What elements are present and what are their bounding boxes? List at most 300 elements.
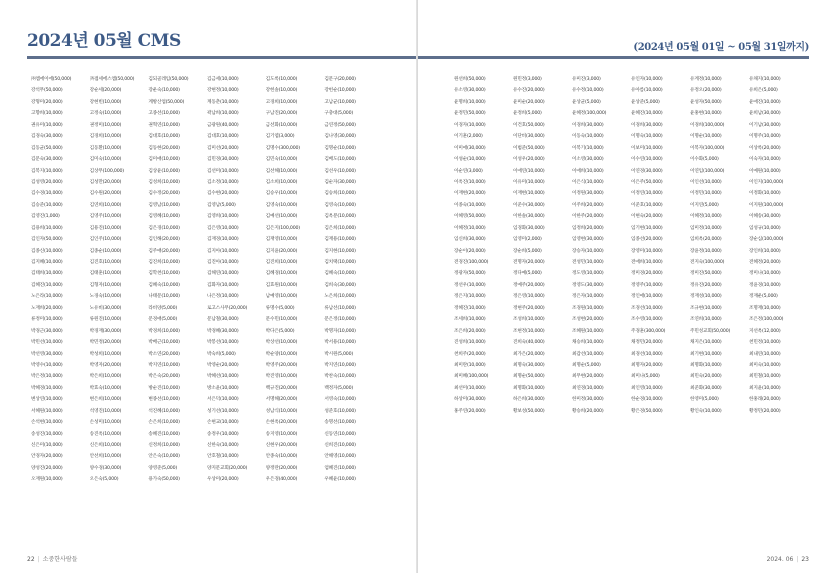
donor-entry: 유수진(20,000)	[513, 88, 545, 94]
donor-entry: 권정미(10,000)	[89, 122, 122, 128]
donor-entry: 박명자(10,000)	[324, 328, 356, 334]
donor-entry: 이범준(50,000)	[513, 145, 545, 151]
donor-entry: 김영숙(10,000)	[324, 202, 356, 208]
publication-name: 소중한사람들	[42, 556, 78, 563]
donor-entry: 박소연(20,000)	[148, 351, 180, 357]
donor-entry: 김혜숙(10,000)	[148, 282, 180, 288]
donor-entry: 박지연(10,000)	[324, 362, 356, 368]
donor-entry: 이경희(30,000)	[572, 122, 604, 128]
donor-entry: 김명수(300,000)	[265, 145, 300, 151]
donor-list-left	[31, 74, 383, 486]
donor-entry: 유인자(10,000)	[631, 77, 663, 82]
donor-entry: 김미숙(10,000)	[89, 157, 122, 163]
donor-entry: 김인해(20,000)	[148, 237, 180, 243]
period-subtitle: (2024년 05월 01일 ~ 05월 31일까지)	[633, 42, 809, 53]
donor-entry: 정미경(20,000)	[631, 271, 663, 277]
donor-entry: 정다예(5,000)	[513, 271, 542, 277]
donor-entry: 안호철(10,000)	[207, 454, 239, 460]
donor-entry: 윤정희(5,000)	[513, 111, 542, 117]
donor-entry: 박찬숙(10,000)	[324, 374, 356, 380]
donor-entry: 유아름(10,000)	[631, 88, 663, 94]
donor-entry: 전혜정(20,000)	[749, 260, 781, 265]
donor-entry: 조연희(10,000)	[690, 317, 722, 323]
donor-entry: 이은주(50,000)	[631, 179, 663, 185]
donor-entry: 임희옥(20,000)	[690, 237, 722, 243]
donor-entry: 김수정(20,000)	[148, 191, 180, 197]
donor-entry: 전명자(20,000)	[513, 260, 545, 265]
donor-entry: 박은숙(20,000)	[148, 374, 180, 380]
donor-entry: 김소희(10,000)	[265, 179, 298, 185]
donor-entry: 이기훈(2,000)	[454, 134, 483, 140]
donor-entry: 박경혜(30,000)	[207, 328, 239, 334]
donor-entry: 김동균(50,000)	[31, 145, 63, 151]
donor-entry: 김학천(10,000)	[148, 271, 180, 277]
footer-right	[767, 556, 809, 563]
donor-entry: 김재영(10,000)	[265, 237, 298, 243]
donor-entry: 최명숙(30,000)	[513, 362, 545, 368]
donor-entry: 김지현(10,000)	[324, 248, 356, 254]
donor-entry: 최가은(20,000)	[513, 351, 545, 357]
donor-entry: 금연정(50,000)	[324, 122, 356, 128]
donor-entry: 정은자(10,000)	[572, 294, 604, 300]
donor-entry: 임경화(30,000)	[513, 225, 545, 231]
donor-entry: 성기선(10,000)	[207, 408, 239, 414]
donor-entry: 장순이(20,000)	[454, 248, 486, 254]
donor-entry: 정유진(20,000)	[690, 282, 722, 288]
donor-entry: 정재성(10,000)	[690, 294, 722, 300]
donor-entry: 안은숙(10,000)	[148, 454, 180, 460]
page-number-right: 23	[801, 556, 809, 563]
donor-entry: 김진호(10,000)	[89, 260, 122, 265]
donor-entry: 김효원(10,000)	[265, 282, 298, 288]
donor-entry: 조세희(10,000)	[454, 317, 486, 323]
donor-entry: 김금세(10,000)	[207, 77, 239, 82]
donor-entry: 서명해(20,000)	[265, 397, 298, 403]
donor-entry: 노유비(30,000)	[89, 305, 122, 311]
donor-entry: 김동환(10,000)	[89, 145, 122, 151]
donor-entry: 박은희(10,000)	[89, 374, 122, 380]
donor-entry: 김치택(10,000)	[324, 260, 356, 265]
donor-entry: 석진혜(10,000)	[148, 408, 180, 414]
donor-entry: 이애희(10,000)	[572, 168, 604, 174]
issue-date: 2024. 06	[766, 556, 794, 563]
donor-entry: 이정민(10,000)	[690, 191, 722, 197]
donor-entry: 로고스사무(20,000)	[207, 305, 248, 311]
donor-entry: 김도록(10,000)	[265, 77, 298, 82]
donor-entry: 양수경(30,000)	[89, 465, 122, 471]
donor-entry: 최기현(10,000)	[690, 351, 722, 357]
donor-entry: 나은정(10,000)	[207, 294, 239, 300]
donor-entry: 장영미(10,000)	[631, 248, 663, 254]
donor-entry: 황승희(20,000)	[572, 408, 604, 414]
donor-entry: 정은영(10,000)	[513, 294, 545, 300]
donor-entry: 김용희(10,000)	[31, 225, 63, 231]
donor-entry: 윤미순(20,000)	[513, 99, 545, 105]
donor-entry: 장윤정(10,000)	[690, 248, 722, 254]
donor-entry: 양지문교회(20,000)	[207, 465, 248, 471]
donor-entry: 김수현(20,000)	[207, 191, 239, 197]
donor-entry: 윤애진(10,000)	[749, 99, 781, 105]
donor-entry: 박다은(5,000)	[265, 328, 295, 334]
donor-entry: 박배근(10,000)	[148, 340, 180, 346]
donor-entry: 윤정민(50,000)	[454, 111, 486, 117]
donor-entry: 신은희(10,000)	[89, 443, 122, 448]
donor-entry: 김지혜(10,000)	[31, 260, 63, 265]
donor-entry: 이준수(30,000)	[513, 202, 545, 208]
donor-entry: 고종선(10,000)	[148, 111, 180, 117]
donor-entry: 송성진(10,000)	[31, 431, 63, 437]
donor-entry: 김복지(10,000)	[31, 168, 63, 174]
donor-entry: 이정원(30,000)	[572, 191, 604, 197]
donor-entry: 김진아(10,000)	[207, 260, 239, 265]
donor-entry: 계동춘(10,000)	[207, 99, 239, 105]
donor-entry: 김문구(20,000)	[324, 77, 356, 82]
donor-entry: 조규현(10,000)	[690, 305, 722, 311]
donor-entry: 김태훈(10,000)	[89, 271, 122, 277]
donor-entry: 김민경(30,000)	[207, 157, 239, 163]
donor-entry: 조명재(10,000)	[749, 305, 781, 311]
donor-entry: 정영도(30,000)	[572, 282, 604, 288]
donor-entry: 김미애(10,000)	[148, 157, 180, 163]
donor-entry: 고경희(10,000)	[265, 99, 298, 105]
donor-entry: 송지영(10,000)	[265, 431, 298, 437]
donor-entry: 김인주(10,000)	[89, 237, 122, 243]
donor-entry: 박효숙(10,000)	[89, 385, 122, 391]
donor-entry: 김영숙(10,000)	[265, 202, 298, 208]
donor-entry: 박선영(30,000)	[31, 351, 63, 357]
donor-entry: 정윤경(10,000)	[749, 282, 781, 288]
donor-entry: 김순자(30,000)	[324, 179, 356, 185]
donor-entry: 조혜원(10,000)	[572, 328, 604, 334]
donor-entry: 장승자(10,000)	[572, 248, 604, 254]
donor-entry: 신정희(10,000)	[148, 443, 180, 448]
donor-entry: 최갑선(10,000)	[572, 351, 604, 357]
donor-entry: 조성희(10,000)	[513, 317, 545, 323]
donor-entry: 한홍래(20,000)	[749, 397, 781, 403]
donor-entry: 김재용(10,000)	[324, 237, 356, 243]
donor-entry: 김용진(10,000)	[89, 225, 122, 231]
donor-entry: 박지연(10,000)	[148, 362, 180, 368]
donor-entry: 신한숙(10,000)	[207, 443, 239, 448]
donor-entry: 신은미(10,000)	[31, 443, 63, 448]
donor-entry: 구충대(5,000)	[324, 111, 353, 117]
donor-entry: 이소영(30,000)	[572, 157, 604, 163]
donor-entry: 이순연(3,000)	[454, 168, 483, 174]
donor-entry: 백규진(20,000)	[265, 385, 298, 391]
donor-entry: 변상연(10,000)	[31, 397, 63, 403]
donor-entry: 금선화(10,000)	[265, 122, 298, 128]
donor-entry: 최미란(10,000)	[454, 362, 486, 368]
donor-entry: 손성미(10,000)	[89, 420, 122, 426]
donor-entry: 신희진(10,000)	[324, 443, 356, 448]
donor-entry: 손은희(10,000)	[148, 420, 180, 426]
donor-entry: 양영준(5,000)	[148, 465, 177, 471]
donor-entry: 박민선(10,000)	[31, 340, 63, 346]
donor-entry: 우상미(20,000)	[207, 477, 239, 483]
donor-entry: 엄혜진(10,000)	[324, 465, 356, 471]
donor-entry: 정인애(10,000)	[631, 294, 663, 300]
donor-entry: 박은정(10,000)	[31, 374, 63, 380]
donor-entry: 김영남(5,000)	[207, 202, 236, 208]
donor-entry: 지선옥(12,000)	[749, 328, 781, 334]
donor-entry: 이기남(30,000)	[749, 122, 781, 128]
donor-entry: 김영주(10,000)	[89, 214, 122, 220]
donor-entry: 최명화(10,000)	[690, 362, 722, 368]
donor-entry: 임영현(30,000)	[572, 237, 604, 243]
donor-entry: 강운숙(10,000)	[148, 88, 180, 94]
page-title: 2024년 05월 CMS	[27, 31, 181, 51]
donor-entry: 이수화(5,000)	[690, 157, 719, 163]
donor-entry: 송명선(10,000)	[324, 420, 356, 426]
donor-entry: 전성민(10,000)	[572, 260, 604, 265]
donor-entry: 김성만(20,000)	[89, 179, 122, 185]
donor-entry: 최선미(10,000)	[454, 385, 486, 391]
donor-entry: 곽남희(10,000)	[207, 111, 239, 117]
donor-entry: 김혜숙(10,000)	[324, 271, 356, 277]
donor-entry: 서은덕(10,000)	[207, 397, 239, 403]
donor-entry: 김태희(10,000)	[31, 271, 63, 277]
donor-entry: 김형자(10,000)	[89, 282, 122, 288]
donor-entry: 임미정(10,000)	[690, 225, 722, 231]
donor-entry: 이연임(100,000)	[690, 168, 725, 174]
donor-entry: 정도영(10,000)	[572, 271, 604, 277]
donor-entry: 서영숙(10,000)	[324, 397, 356, 403]
donor-entry: 김은희(10,000)	[324, 225, 356, 231]
donor-entry: 김지아(10,000)	[207, 248, 239, 254]
donor-entry: 성준호(10,000)	[324, 408, 356, 414]
donor-entry: 박진영(10,000)	[265, 374, 298, 380]
donor-entry: 김희숙(30,000)	[324, 282, 356, 288]
donor-entry: 석영진(10,000)	[89, 408, 122, 414]
donor-entry: 이미애(30,000)	[454, 145, 486, 151]
donor-entry: 손석현(10,000)	[31, 420, 63, 426]
donor-entry: 양정란(20,000)	[265, 465, 298, 471]
donor-entry: 강석무(50,000)	[31, 88, 63, 94]
donor-entry: 김영희(10,000)	[207, 214, 239, 220]
donor-entry: 유소영(30,000)	[454, 88, 486, 94]
donor-entry: 한영미(5,000)	[690, 397, 719, 403]
donor-entry: 이옥진(10,000)	[454, 179, 486, 185]
donor-entry: 이지연(5,000)	[690, 202, 719, 208]
donor-entry: 노은라(10,000)	[31, 294, 63, 300]
donor-entry: 김지윤(20,000)	[265, 248, 298, 254]
donor-entry: 손현옥(20,000)	[265, 420, 298, 426]
footer-left	[27, 554, 77, 563]
donor-entry: 김상윤(10,000)	[148, 168, 180, 174]
donor-entry: 하상미(30,000)	[454, 397, 486, 403]
donor-entry: 주민성교회(50,000)	[690, 328, 731, 334]
donor-entry: 이상록(20,000)	[749, 145, 781, 151]
donor-entry: 노경숙(10,000)	[89, 294, 122, 300]
donor-entry: 김대호(10,000)	[207, 134, 239, 140]
donor-entry: 이숙자(10,000)	[749, 157, 781, 163]
donor-entry: 고향희(10,000)	[31, 111, 63, 117]
donor-entry: 이연경(30,000)	[631, 168, 663, 174]
donor-entry: 조성현(20,000)	[572, 317, 604, 323]
donor-entry: 김해연(10,000)	[207, 271, 239, 277]
donor-entry: 우은경(40,000)	[265, 477, 298, 483]
donor-entry: 변종선(10,000)	[148, 397, 180, 403]
donor-entry: 장순희(5,000)	[513, 248, 542, 254]
donor-entry: 이복기(10,000)	[572, 145, 604, 151]
donor-entry: 이혜송(30,000)	[749, 214, 781, 220]
donor-entry: 유미진(3,000)	[572, 77, 601, 82]
donor-entry: 황보성(50,000)	[513, 408, 545, 414]
donor-entry: 김수경(10,000)	[31, 191, 63, 197]
left-page	[0, 0, 417, 573]
donor-entry: 최미숙(10,000)	[749, 362, 781, 368]
donor-entry: 김예선(10,000)	[265, 214, 298, 220]
donor-entry: 안종숙(10,000)	[265, 454, 298, 460]
donor-entry: 조현정(10,000)	[513, 328, 545, 334]
donor-entry: 유계정(10,000)	[690, 77, 722, 82]
donor-entry: 최무현(20,000)	[572, 374, 604, 380]
donor-entry: 김종신(10,000)	[31, 248, 63, 254]
donor-entry: 박순양(10,000)	[265, 351, 298, 357]
donor-entry: 방순진(10,000)	[148, 385, 180, 391]
donor-entry: 류원진(10,000)	[89, 317, 122, 323]
donor-entry: 윤명희(10,000)	[454, 99, 486, 105]
donor-entry: 채승희(10,000)	[572, 340, 604, 346]
donor-entry: 방소윤(10,000)	[207, 385, 239, 391]
footer-separator: |	[37, 556, 40, 563]
donor-entry: 김수원(20,000)	[89, 191, 122, 197]
donor-entry: 최인영(10,000)	[631, 385, 663, 391]
donor-entry: 오은숙(5,000)	[89, 477, 119, 483]
donor-entry: 용가숙(50,000)	[148, 477, 180, 483]
donor-entry: 채정민(20,000)	[631, 340, 663, 346]
donor-entry: 정현주(20,000)	[513, 305, 545, 311]
donor-entry: 최내연(10,000)	[749, 351, 781, 357]
donor-entry: 변은희(10,000)	[89, 397, 122, 403]
donor-entry: 박영순(20,000)	[207, 362, 239, 368]
donor-entry: 강현빈(10,000)	[89, 99, 122, 105]
donor-entry: 윤상균(5,000)	[572, 99, 601, 105]
donor-entry: 김선미(10,000)	[207, 168, 239, 174]
donor-entry: 신현우(20,000)	[265, 443, 298, 448]
donor-entry: 임종선(20,000)	[631, 237, 663, 243]
donor-entry: 김혜경(10,000)	[265, 271, 298, 277]
donor-entry: 천민정(10,000)	[749, 340, 781, 346]
donor-entry: 이성우(20,000)	[513, 157, 545, 163]
donor-entry: 김나영(30,000)	[324, 134, 356, 140]
donor-entry: 최민철(10,000)	[749, 374, 781, 380]
donor-entry: 강순세(20,000)	[89, 88, 122, 94]
donor-entry: 류정미(10,000)	[31, 317, 63, 323]
donor-entry: 금광원(40,000)	[207, 122, 239, 128]
donor-entry: 임정희(20,000)	[572, 225, 604, 231]
donor-entry: 문은정(10,000)	[324, 317, 356, 323]
donor-entry: 정재운(5,000)	[749, 294, 778, 300]
donor-entry: 장순심(100,000)	[749, 237, 784, 243]
donor-entry: 이인지(100,000)	[749, 179, 784, 185]
donor-entry: 이혜정(10,000)	[690, 214, 722, 220]
donor-entry: 박시원(5,000)	[324, 351, 353, 357]
donor-entry: 홍주연(20,000)	[454, 408, 486, 414]
donor-entry: 김화자(10,000)	[207, 282, 239, 288]
donor-entry: 김승희(10,000)	[324, 191, 356, 197]
donor-entry: 정광자(50,000)	[454, 271, 486, 277]
donor-entry: 주경훈(300,000)	[631, 328, 666, 334]
donor-entry: 이주희(20,000)	[572, 202, 604, 208]
donor-entry: 박숙희(5,000)	[207, 351, 236, 357]
donor-entry: 양성진(20,000)	[31, 465, 63, 471]
donor-entry: 윤홍현(10,000)	[690, 111, 722, 117]
donor-entry: 최민숙(20,000)	[690, 374, 722, 380]
donor-entry: 김혜진(10,000)	[31, 282, 63, 288]
donor-entry: 이유미(10,000)	[513, 179, 545, 185]
donor-entry: 이재현(10,000)	[513, 191, 545, 197]
donor-entry: 최미나(5,000)	[631, 374, 660, 380]
donor-entry: 전애희(10,000)	[631, 260, 663, 265]
donor-entry: 박경희(10,000)	[148, 328, 180, 334]
donor-entry: 박영자(20,000)	[89, 362, 122, 368]
donor-entry: 이인선(10,000)	[690, 179, 722, 185]
donor-entry: 정선우(10,000)	[454, 282, 486, 288]
donor-entry: 한미정(30,000)	[572, 397, 604, 403]
donor-entry: 김은경(10,000)	[148, 225, 180, 231]
donor-entry: 김승우(10,000)	[265, 191, 298, 197]
donor-entry: 이경자(10,000)	[454, 122, 486, 128]
donor-entry: 김영진(1,000)	[31, 214, 60, 220]
donor-entry: 이건호(50,000)	[513, 122, 545, 128]
donor-entry: 송혜진(10,000)	[148, 431, 180, 437]
donor-entry: 박영수(10,000)	[31, 362, 63, 368]
donor-entry: 김인자(50,000)	[31, 237, 63, 243]
donor-entry: 송정우(10,000)	[207, 431, 239, 437]
donor-entry: 류남선(10,000)	[324, 305, 356, 311]
donor-entry: 오재원(10,000)	[31, 477, 63, 483]
donor-entry: 이한솔(30,000)	[513, 214, 545, 220]
donor-entry: 이은식(10,000)	[572, 179, 604, 185]
donor-entry: 문남철(30,000)	[207, 317, 239, 323]
donor-entry: 김민숙(10,000)	[265, 157, 298, 163]
donor-entry: 정미나(10,000)	[749, 271, 781, 277]
donor-entry: 황인숙(10,000)	[690, 408, 722, 414]
donor-entry: 남예영(10,000)	[265, 294, 298, 300]
donor-entry: 김진희(10,000)	[265, 260, 298, 265]
donor-entry: 이명주(10,000)	[749, 134, 781, 140]
donor-entry: 이혜정(10,000)	[454, 225, 486, 231]
donor-entry: 최명순(5,000)	[572, 362, 601, 368]
donor-entry: 조경선(10,000)	[631, 305, 663, 311]
footer-separator-right: |	[796, 556, 799, 563]
donor-entry: 박상선(10,000)	[265, 340, 298, 346]
donor-entry: 박민정(20,000)	[89, 340, 122, 346]
donor-entry: 정미진(50,000)	[690, 271, 722, 277]
donor-entry: 김경희(10,000)	[89, 134, 122, 140]
donor-entry: 정영주(10,000)	[631, 282, 663, 288]
donor-entry: 김배도(10,000)	[324, 157, 356, 163]
donor-entry: 신동연(10,000)	[324, 431, 356, 437]
donor-entry: 윤희남(30,000)	[749, 111, 781, 117]
donor-entry: 이재현(20,000)	[454, 191, 486, 197]
donor-entry: 최준화(30,000)	[690, 385, 722, 391]
donor-entry: 윤상준(5,000)	[631, 99, 660, 105]
donor-entry: 박봉선(10,000)	[207, 340, 239, 346]
donor-entry: 조은정(100,000)	[749, 317, 784, 323]
donor-entry: 전지숙(100,000)	[690, 260, 725, 265]
donor-entry: 김소정(10,000)	[207, 179, 239, 185]
donor-entry: 박성희(10,000)	[89, 351, 122, 357]
donor-entry: 송진옥(10,000)	[89, 431, 122, 437]
donor-entry: 조경원(10,000)	[572, 305, 604, 311]
donor-entry: 박영주(20,000)	[265, 362, 298, 368]
donor-entry: 김미선(20,000)	[207, 145, 239, 151]
donor-entry: 유정오(20,000)	[690, 88, 722, 94]
donor-entry: 김영혜(10,000)	[148, 214, 180, 220]
donor-entry: 우혜윤(10,000)	[324, 477, 356, 483]
